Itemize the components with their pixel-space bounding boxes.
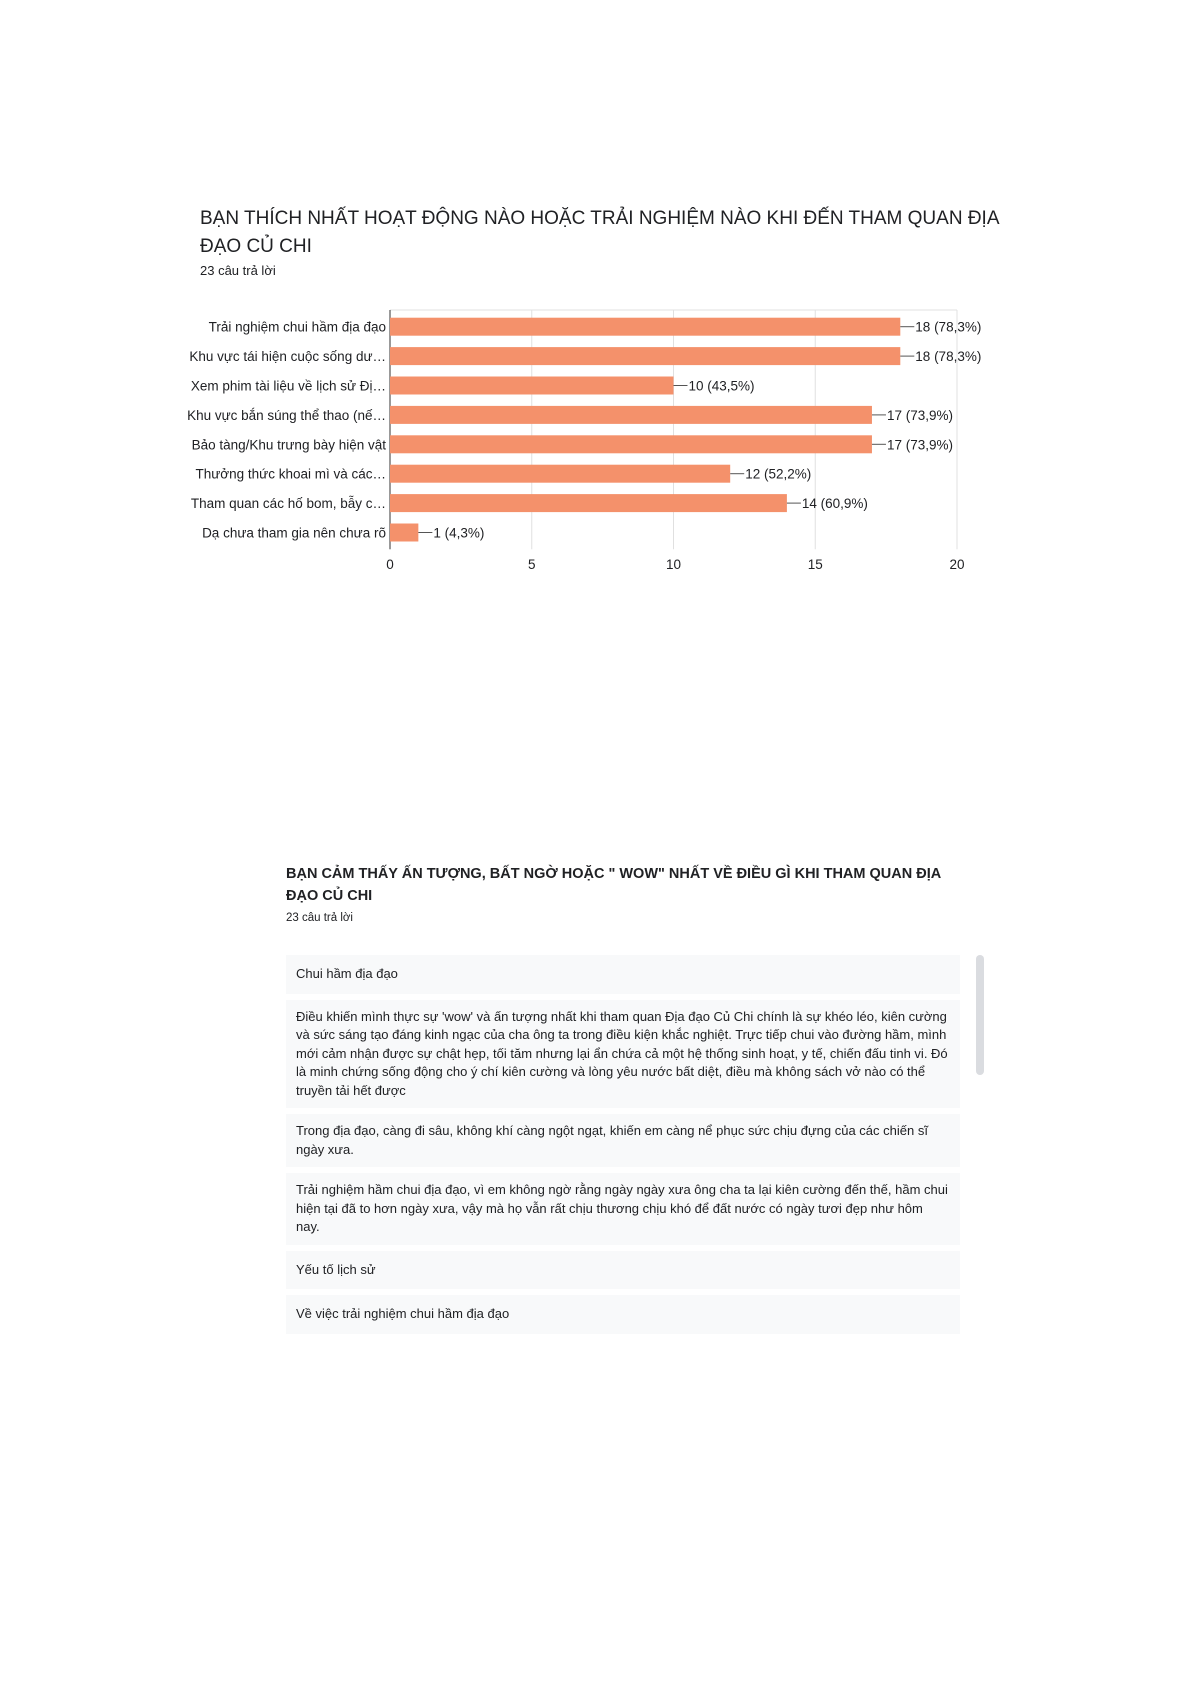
data-label: 18 (78,3%): [915, 319, 982, 335]
x-tick-label: 15: [807, 557, 823, 573]
chart-response-count: 23 câu trả lời: [200, 263, 276, 278]
category-label: Bảo tàng/Khu trưng bày hiện vật: [191, 437, 386, 453]
data-label: 14 (60,9%): [801, 496, 868, 512]
responses-section: [286, 863, 966, 924]
category-label: Khu vực tái hiện cuộc sống dư…: [189, 349, 386, 365]
response-item: Về việc trải nghiệm chui hầm địa đạo: [286, 1295, 960, 1334]
bar: [390, 524, 418, 542]
bar-chart: [150, 300, 1050, 573]
bar: [390, 377, 674, 395]
responses-count: 23 câu trả lời: [286, 912, 353, 924]
bar: [390, 347, 900, 365]
response-item: Chui hầm địa đạo: [286, 955, 960, 994]
response-item: Trải nghiệm hầm chui địa đạo, vì em không ngờ rằng ngày ngày xưa ông cha ta lại kiên cường đến thế, hầm chui hiện tại đã to hơn ngày xưa, vậy mà họ vẫn rất chịu thương chịu khó để đất nước có ngày tươi đẹp như hôm nay.: [286, 1173, 960, 1245]
x-tick-label: 10: [665, 557, 682, 573]
bar: [390, 494, 787, 512]
responses-question-title: BẠN CẢM THẤY ẤN TƯỢNG, BẤT NGỜ HOẶC " WOW" NHẤT VỀ ĐIỀU GÌ KHI THAM QUAN ĐỊA ĐẠO CỦ CHI: [286, 866, 941, 904]
scrollbar-thumb[interactable]: [976, 955, 984, 1075]
category-label: Khu vực bắn súng thể thao (nế…: [187, 407, 386, 423]
category-label: Thưởng thức khoai mì và các…: [195, 466, 386, 482]
data-label: 10 (43,5%): [688, 378, 755, 394]
x-tick-label: 0: [386, 557, 394, 573]
data-label: 17 (73,9%): [886, 407, 953, 423]
category-label: Trải nghiệm chui hầm địa đạo: [208, 319, 386, 335]
bar: [390, 318, 900, 336]
response-item: Yếu tố lịch sử: [286, 1251, 960, 1290]
data-label: 1 (4,3%): [433, 525, 485, 541]
response-item: Điều khiến mình thực sự 'wow' và ấn tượng nhất khi tham quan Địa đạo Củ Chi chính là sự khéo léo, kiên cường và sức sáng tạo đáng kinh ngạc của cha ông ta trong điều kiện khắc nghiệt. Trực tiếp chui vào đường hầm, mình mới cảm nhận được sự chật hẹp, tối tăm nhưng lại ẩn chứa cả một hệ thống sinh hoạt, y tế, chiến đấu tinh vi. Đó là minh chứng sống động cho ý chí kiên cường và lòng yêu nước bất diệt, điều mà không sách vở nào có thể truyền tải hết được: [286, 1000, 960, 1109]
data-label: 18 (78,3%): [915, 349, 982, 365]
response-list[interactable]: [286, 955, 960, 1340]
x-tick-label: 20: [949, 557, 965, 573]
bar: [390, 435, 872, 453]
category-label: Dạ chưa tham gia nên chưa rõ: [202, 525, 386, 541]
bar: [390, 406, 872, 424]
category-label: Tham quan các hố bom, bẫy c…: [190, 496, 386, 512]
chart-section: [200, 205, 1030, 278]
response-item: Trong địa đạo, càng đi sâu, không khí càng ngột ngạt, khiến em càng nể phục sức chịu đựng của các chiến sĩ ngày xưa.: [286, 1114, 960, 1167]
chart-question-title: BẠN THÍCH NHẤT HOẠT ĐỘNG NÀO HOẶC TRẢI NGHIỆM NÀO KHI ĐẾN THAM QUAN ĐỊA ĐẠO CỦ CHI: [200, 208, 999, 257]
bar: [390, 465, 730, 483]
x-tick-label: 5: [527, 557, 536, 573]
category-label: Xem phim tài liệu về lịch sử Đị…: [190, 378, 386, 394]
data-label: 17 (73,9%): [886, 437, 953, 453]
data-label: 12 (52,2%): [745, 466, 812, 482]
